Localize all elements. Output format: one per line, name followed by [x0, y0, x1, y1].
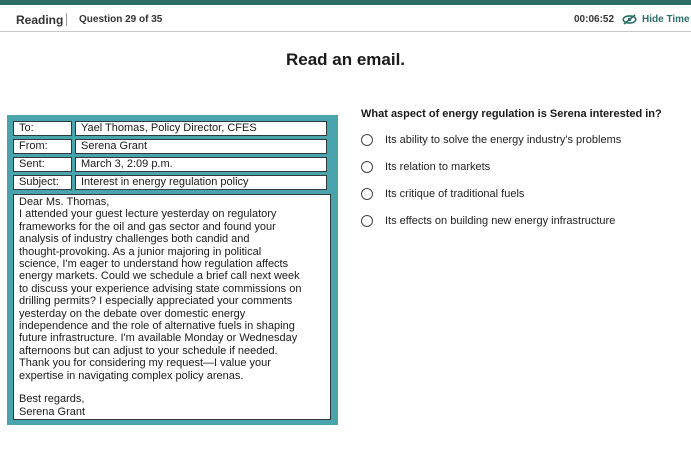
from-value: Serena Grant	[75, 139, 327, 154]
email-greeting: Dear Ms. Thomas,	[19, 196, 110, 208]
email-line: afternoons but can adjust to your schedule if needed.	[19, 344, 278, 357]
email-line: thought-provoking. As a junior majoring in political	[19, 245, 262, 258]
test-header	[0, 5, 691, 32]
to-value: Yael Thomas, Policy Director, CFES	[75, 121, 327, 136]
email-body	[13, 194, 331, 420]
email-line: analysis of industry challenges both candid and	[19, 233, 250, 246]
header-divider	[66, 13, 67, 26]
email-line: independence and the role of alternative fuels in shaping	[19, 320, 295, 333]
eye-slash-icon	[622, 14, 637, 25]
email-line: drilling permits? I especially appreciated your comments	[19, 295, 293, 308]
timer: 00:06:52	[574, 14, 615, 25]
sent-value: March 3, 2:09 p.m.	[75, 157, 327, 172]
question-prompt: What aspect of energy regulation is Serena interested in?	[361, 108, 662, 120]
answer-option-label: Its relation to markets	[385, 161, 491, 173]
email-line: expertise in navigating complex policy arenas.	[19, 369, 244, 382]
radio-button[interactable]	[361, 161, 373, 173]
section-name: Reading	[16, 13, 64, 27]
to-label: To:	[13, 121, 72, 136]
email-line: to discuss your experience advising state commissions on	[19, 282, 302, 295]
subject-value: Interest in energy regulation policy	[75, 175, 327, 190]
paragraph-gap	[19, 382, 325, 393]
answer-option-label: Its ability to solve the energy industry's problems	[385, 134, 622, 146]
radio-button[interactable]	[361, 188, 373, 200]
from-label: From:	[13, 139, 72, 154]
email-line: science, I'm eager to understand how regulation affects	[19, 258, 289, 271]
radio-button[interactable]	[361, 215, 373, 227]
answer-option-1[interactable]	[361, 132, 621, 148]
email-line: Thank you for considering my request—I value your	[19, 357, 271, 370]
email-line: frameworks for the oil and gas sector and found your	[19, 220, 276, 233]
email-line: I attended your guest lecture yesterday on regulatory	[19, 208, 277, 221]
email-panel	[7, 115, 338, 425]
hide-time-button[interactable]	[622, 12, 690, 26]
sent-label: Sent:	[13, 157, 72, 172]
answer-option-4[interactable]	[361, 213, 615, 229]
subject-label: Subject:	[13, 175, 72, 190]
answer-option-label: Its effects on building new energy infrastructure	[385, 215, 616, 227]
question-counter: Question 29 of 35	[79, 14, 163, 25]
email-line: future infrastructure. I'm available Monday or Wednesday	[19, 332, 298, 345]
page-title: Read an email.	[285, 50, 406, 69]
answer-option-2[interactable]	[361, 159, 490, 175]
hide-time-label: Hide Time	[642, 13, 690, 25]
answer-option-3[interactable]	[361, 186, 524, 202]
email-signature: Serena Grant	[19, 405, 86, 418]
email-closing: Best regards,	[19, 393, 85, 406]
email-line: energy markets. Could we schedule a brief call next week	[19, 270, 300, 283]
answer-option-label: Its critique of traditional fuels	[385, 188, 525, 200]
radio-button[interactable]	[361, 134, 373, 146]
email-line: yesterday on the debate over domestic energy	[19, 307, 246, 320]
